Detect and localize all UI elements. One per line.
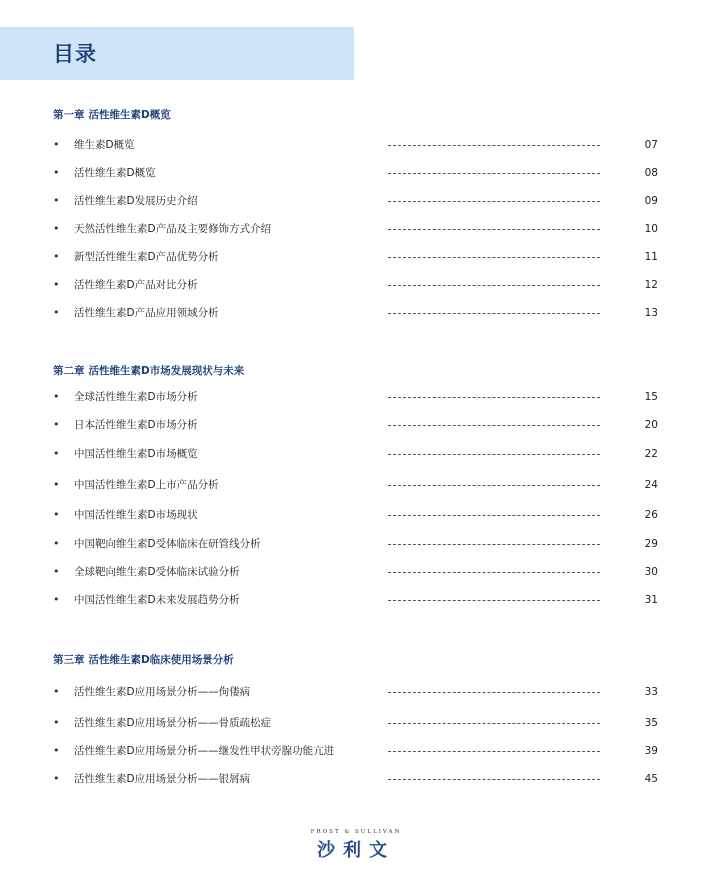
chapter-3-label: 第三章	[53, 654, 85, 666]
chapter-1-label: 第一章	[53, 109, 85, 121]
toc-entry-2-5[interactable]	[0, 507, 710, 523]
toc-entry-page: 24	[644, 479, 658, 491]
toc-entry-label: 活性维生素D应用场景分析——继发性甲状旁腺功能亢进	[74, 745, 335, 757]
toc-entry-label: 活性维生素D概览	[74, 167, 156, 179]
dot-leader	[388, 692, 600, 693]
toc-entry-page: 15	[644, 391, 658, 403]
toc-entry-2-8[interactable]	[0, 592, 710, 608]
toc-entry-label: 全球靶向维生素D受体临床试验分析	[74, 566, 240, 578]
dot-leader	[388, 285, 600, 286]
dot-leader	[388, 600, 600, 601]
toc-entry-2-2[interactable]	[0, 417, 710, 433]
bullet: •	[53, 222, 60, 235]
bullet: •	[53, 447, 60, 460]
dot-leader	[388, 229, 600, 230]
toc-entry-label: 活性维生素D发展历史介绍	[74, 195, 198, 207]
toc-entry-page: 31	[644, 594, 658, 606]
bullet: •	[53, 744, 60, 757]
toc-entry-label: 中国靶向维生素D受体临床在研管线分析	[74, 538, 261, 550]
toc-entry-2-1[interactable]	[0, 389, 710, 405]
toc-entry-label: 全球活性维生素D市场分析	[74, 391, 198, 403]
chapter-3-heading	[53, 652, 234, 667]
chapter-1-heading	[53, 107, 171, 122]
dot-leader	[388, 723, 600, 724]
toc-entry-page: 13	[644, 307, 658, 319]
toc-entry-1-4[interactable]	[0, 221, 710, 237]
dot-leader	[388, 515, 600, 516]
bullet: •	[53, 278, 60, 291]
toc-entry-2-4[interactable]	[0, 477, 710, 493]
toc-entry-1-1[interactable]	[0, 137, 710, 153]
toc-entry-label: 中国活性维生素D市场现状	[74, 509, 198, 521]
toc-entry-1-6[interactable]	[0, 277, 710, 293]
toc-entry-page: 08	[644, 167, 658, 179]
bullet: •	[53, 418, 60, 431]
toc-entry-1-5[interactable]	[0, 249, 710, 265]
toc-entry-1-7[interactable]	[0, 305, 710, 321]
toc-entry-label: 活性维生素D应用场景分析——银屑病	[74, 773, 251, 785]
bullet: •	[53, 537, 60, 550]
bullet: •	[53, 390, 60, 403]
toc-entry-1-3[interactable]	[0, 193, 710, 209]
dot-leader	[388, 313, 600, 314]
toc-entry-label: 活性维生素D产品对比分析	[74, 279, 198, 291]
bullet: •	[53, 593, 60, 606]
toc-entry-page: 39	[644, 745, 658, 757]
toc-entry-2-7[interactable]	[0, 564, 710, 580]
toc-entry-page: 20	[644, 419, 658, 431]
toc-entry-2-6[interactable]	[0, 536, 710, 552]
bullet: •	[53, 685, 60, 698]
dot-leader	[388, 454, 600, 455]
bullet: •	[53, 194, 60, 207]
chapter-3-title: 活性维生素D临床使用场景分析	[88, 654, 234, 666]
dot-leader	[388, 145, 600, 146]
chapter-1-title: 活性维生素D概览	[88, 109, 171, 121]
toc-entry-page: 33	[644, 686, 658, 698]
dot-leader	[388, 397, 600, 398]
toc-entry-page: 11	[644, 251, 658, 263]
toc-entry-3-1[interactable]	[0, 684, 710, 700]
toc-entry-3-2[interactable]	[0, 715, 710, 731]
bullet: •	[53, 478, 60, 491]
toc-entry-page: 29	[644, 538, 658, 550]
chapter-2-label: 第二章	[53, 365, 85, 377]
bullet: •	[53, 306, 60, 319]
bullet: •	[53, 508, 60, 521]
dot-leader	[388, 779, 600, 780]
chapter-2-title: 活性维生素D市场发展现状与未来	[88, 365, 245, 377]
toc-entry-page: 09	[644, 195, 658, 207]
toc-entry-label: 天然活性维生素D产品及主要修饰方式介绍	[74, 223, 272, 235]
toc-entry-label: 活性维生素D应用场景分析——骨质疏松症	[74, 717, 272, 729]
chapter-2-heading	[53, 363, 244, 378]
bullet: •	[53, 250, 60, 263]
toc-entry-3-4[interactable]	[0, 771, 710, 787]
bullet: •	[53, 772, 60, 785]
toc-entry-page: 10	[644, 223, 658, 235]
bullet: •	[53, 138, 60, 151]
toc-entry-page: 12	[644, 279, 658, 291]
bullet: •	[53, 716, 60, 729]
toc-entry-page: 35	[644, 717, 658, 729]
toc-entry-page: 22	[644, 448, 658, 460]
bullet: •	[53, 565, 60, 578]
dot-leader	[388, 485, 600, 486]
bullet: •	[53, 166, 60, 179]
brand-name-en: FROST & SULLIVAN	[310, 829, 402, 835]
brand-logo	[300, 829, 412, 862]
toc-entry-page: 07	[644, 139, 658, 151]
toc-entry-label: 日本活性维生素D市场分析	[74, 419, 198, 431]
toc-entry-label: 活性维生素D应用场景分析——佝偻病	[74, 686, 251, 698]
dot-leader	[388, 173, 600, 174]
toc-entry-2-3[interactable]	[0, 446, 710, 462]
brand-name-cn: 沙利文	[317, 840, 395, 861]
toc-entry-label: 活性维生素D产品应用领域分析	[74, 307, 219, 319]
toc-entry-label: 中国活性维生素D未来发展趋势分析	[74, 594, 240, 606]
toc-entry-label: 新型活性维生素D产品优势分析	[74, 251, 219, 263]
toc-entry-page: 45	[644, 773, 658, 785]
toc-entry-label: 中国活性维生素D上市产品分析	[74, 479, 219, 491]
dot-leader	[388, 257, 600, 258]
toc-entry-page: 26	[644, 509, 658, 521]
dot-leader	[388, 572, 600, 573]
dot-leader	[388, 425, 600, 426]
dot-leader	[388, 544, 600, 545]
toc-entry-label: 维生素D概览	[74, 139, 135, 151]
toc-entry-page: 30	[644, 566, 658, 578]
dot-leader	[388, 201, 600, 202]
dot-leader	[388, 751, 600, 752]
toc-entry-3-3[interactable]	[0, 743, 710, 759]
page-title: 目录	[53, 42, 97, 66]
toc-entry-label: 中国活性维生素D市场概览	[74, 448, 198, 460]
toc-entry-1-2[interactable]	[0, 165, 710, 181]
